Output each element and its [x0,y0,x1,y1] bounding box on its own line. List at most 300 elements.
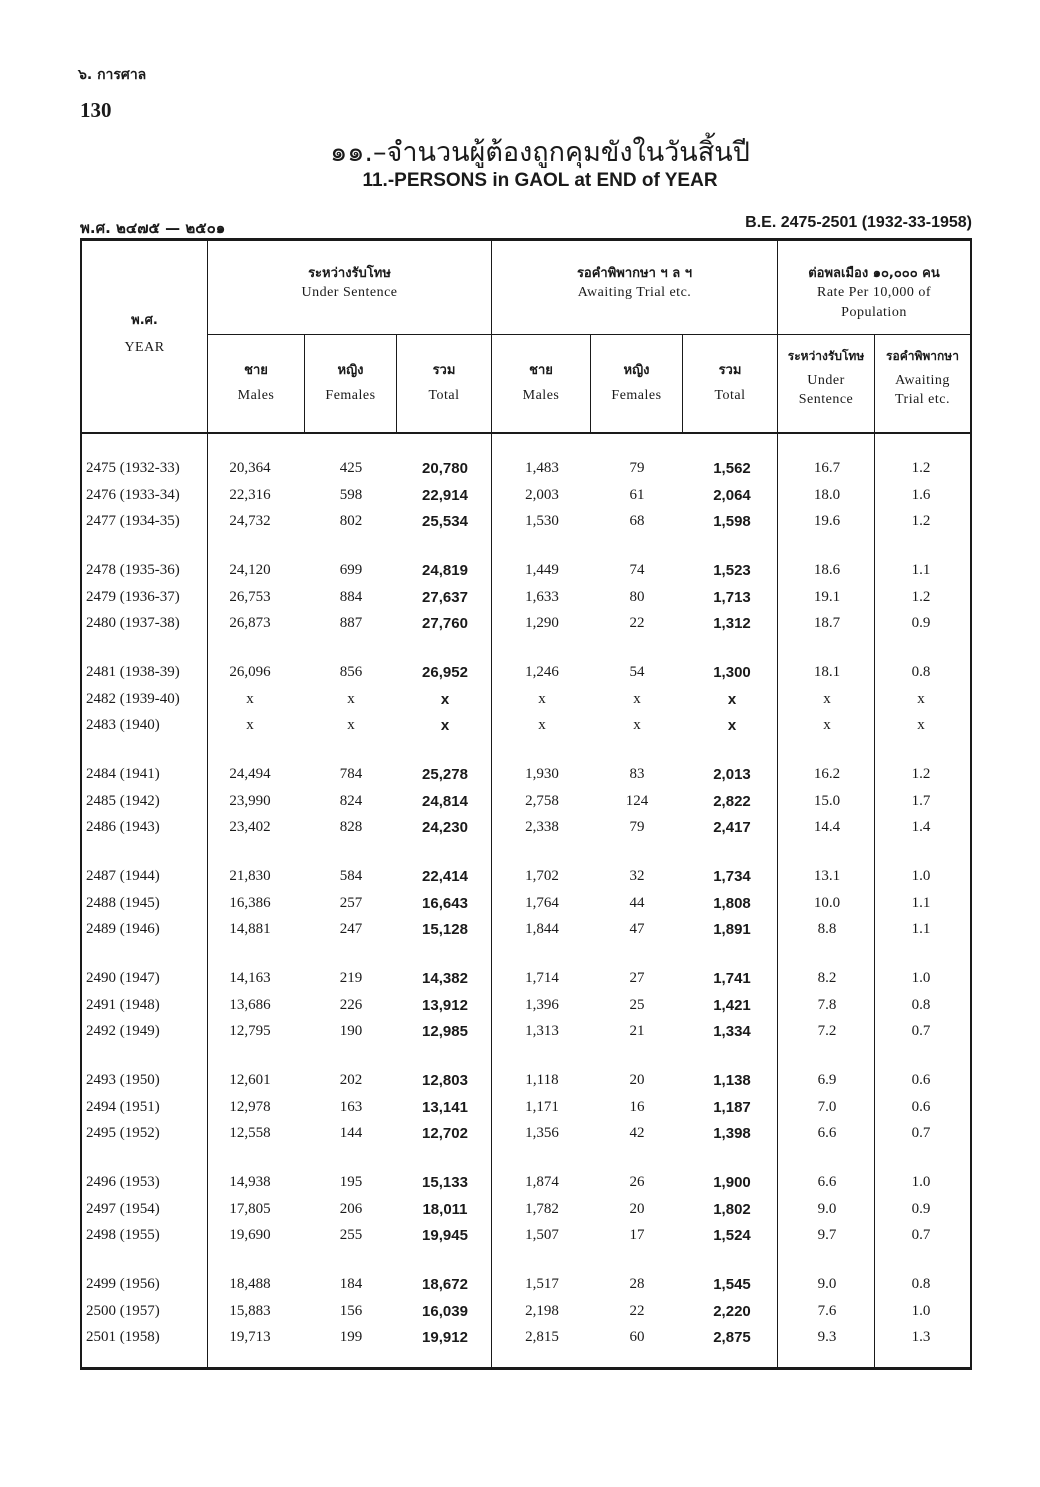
cell-us-f: 163 [339,1098,363,1115]
cell-r-us: 7.6 [817,1302,837,1319]
cell-us-t: 13,912 [422,996,468,1014]
cell-r-us: 16.2 [813,766,841,782]
table-row [80,766,970,793]
cell-aw-f: 21 [629,1023,645,1039]
cell-aw-m: 1,764 [525,894,559,911]
table-row [80,793,970,820]
cell-aw-f: x [633,717,641,733]
cell-us-m: 12,795 [229,1023,271,1039]
cell-us-t: 24,814 [422,792,468,810]
cell-year: 2476 (1933-34) [86,486,180,503]
cell-aw-t: 2,822 [713,792,751,810]
cell-aw-t: 1,138 [713,1072,751,1089]
cell-aw-m: x [538,717,546,733]
cell-r-us: 7.8 [817,996,837,1013]
cell-aw-f: 25 [629,996,645,1013]
table-row [80,562,970,589]
cell-aw-t: 1,545 [713,1276,751,1293]
cell-us-m: 24,732 [229,513,271,529]
males-thai: ชาย [529,363,553,378]
total-header [397,362,491,406]
cell-r-us: x [823,717,831,733]
table-row [80,921,970,948]
table-row [80,691,970,718]
cell-us-m: x [246,690,254,707]
females-english: Females [325,388,376,404]
cell-us-m: 24,494 [229,766,271,782]
cell-us-f: x [347,717,355,733]
cell-us-m: 23,402 [229,819,271,835]
cell-r-aw: 1.0 [911,868,931,884]
females-header [591,362,682,406]
cell-aw-f: 47 [629,921,645,937]
cell-r-aw: 0.8 [911,664,931,680]
cell-us-t: 26,952 [422,664,468,681]
table-row [80,487,970,514]
cell-us-m: 26,873 [229,615,271,631]
cell-us-m: 15,883 [229,1302,271,1319]
cell-us-t: 24,819 [422,562,468,579]
cell-r-us: 7.0 [817,1098,837,1115]
cell-r-us: 6.9 [817,1072,837,1088]
females-header [305,362,396,406]
cell-us-m: 12,558 [229,1125,271,1141]
awaiting-trial-group-header [492,265,777,303]
cell-r-us: 7.2 [817,1023,837,1039]
males-header [208,362,304,406]
cell-r-us: 18.7 [813,615,841,631]
cell-us-f: 887 [339,615,363,631]
cell-us-f: 206 [339,1200,363,1217]
cell-us-f: 219 [339,970,363,986]
cell-us-t: 19,912 [422,1329,468,1346]
cell-us-t: 25,534 [422,513,468,530]
cell-us-f: 195 [339,1174,363,1190]
cell-us-t: 22,414 [422,868,468,885]
cell-us-f: 257 [339,894,363,911]
cell-us-f: 856 [339,664,363,680]
cell-aw-f: 32 [629,868,645,884]
cell-r-aw: x [917,690,925,707]
cell-aw-t: 1,398 [713,1125,751,1142]
rate-under-sentence-header [778,348,874,410]
rate-thai: ต่อพลเมือง ๑๐,๐๐๐ คน [808,266,940,281]
cell-aw-m: 1,633 [525,588,559,605]
cell-us-t: 12,702 [422,1125,468,1142]
cell-year: 2481 (1938-39) [86,664,180,680]
cell-r-aw: 0.7 [911,1227,931,1243]
cell-r-us: 15.0 [813,792,841,809]
cell-aw-f: 83 [629,766,645,782]
cell-r-aw: 1.2 [911,766,931,782]
cell-aw-f: 17 [629,1227,645,1243]
cell-r-aw: x [917,717,925,733]
under-sentence-english: Under Sentence [301,285,398,301]
cell-us-m: x [246,717,254,733]
cell-aw-f: 22 [629,1302,645,1319]
cell-year: 2485 (1942) [86,792,160,809]
cell-aw-f: 79 [629,460,645,476]
cell-us-t: 27,760 [422,615,468,632]
cell-us-m: 21,830 [229,868,271,884]
rate-under-english-2: Sentence [798,392,854,408]
cell-aw-m: 1,313 [525,1023,559,1039]
cell-us-m: 23,990 [229,792,271,809]
cell-aw-t: 1,808 [713,894,751,912]
cell-us-f: 190 [339,1023,363,1039]
cell-year: 2489 (1946) [86,921,160,937]
cell-year: 2494 (1951) [86,1098,160,1115]
cell-us-m: 14,881 [229,921,271,937]
table-row [80,615,970,642]
females-thai: หญิง [623,363,650,378]
cell-aw-m: 2,758 [525,792,559,809]
under-sentence-group-header [208,265,491,303]
cell-us-m: 14,938 [229,1174,271,1190]
rate-group-header [778,265,970,322]
cell-r-aw: 0.8 [911,996,931,1013]
table-row [80,664,970,691]
year-header-english: YEAR [124,340,165,356]
table-row [80,819,970,846]
cell-aw-f: 16 [629,1098,645,1115]
cell-r-us: 19.1 [813,588,841,605]
cell-aw-m: 1,396 [525,996,559,1013]
table-row [80,1227,970,1254]
cell-aw-m: 1,356 [525,1125,559,1141]
cell-us-f: 784 [339,766,363,782]
cell-year: 2478 (1935-36) [86,562,180,578]
cell-aw-t: 1,300 [713,664,751,681]
cell-r-aw: 1.1 [911,562,931,578]
cell-us-m: 12,978 [229,1098,271,1115]
cell-r-aw: 0.6 [911,1072,931,1088]
cell-aw-f: 28 [629,1276,645,1292]
cell-us-t: 22,914 [422,486,468,504]
table-row [80,997,970,1024]
column-divider [970,240,972,1368]
cell-r-aw: 1.0 [911,1302,931,1319]
table-row [80,1276,970,1303]
cell-us-t: 12,985 [422,1023,468,1040]
cell-us-f: 184 [339,1276,363,1292]
cell-year: 2490 (1947) [86,970,160,986]
total-thai: รวม [718,363,742,378]
cell-us-t: 18,672 [422,1276,468,1293]
awaiting-trial-thai: รอคำพิพากษา ฯ ล ฯ [576,266,693,281]
cell-us-t: 25,278 [422,766,468,783]
cell-aw-t: 2,875 [713,1329,751,1346]
cell-us-f: 226 [339,996,363,1013]
cell-aw-m: x [538,690,546,707]
cell-r-aw: 1.4 [911,819,931,835]
cell-r-us: x [823,690,831,707]
cell-us-t: 16,643 [422,894,468,912]
period-english: B.E. 2475-2501 (1932-33-1958) [745,214,972,231]
cell-us-m: 17,805 [229,1200,271,1217]
cell-aw-t: 2,220 [713,1302,751,1320]
total-header [683,362,777,406]
cell-us-t: 27,637 [422,588,468,606]
cell-us-f: 255 [339,1227,363,1243]
cell-aw-m: 1,930 [525,766,559,782]
page-number: 130 [80,98,112,122]
cell-r-us: 9.7 [817,1227,837,1243]
cell-year: 2482 (1939-40) [86,690,180,707]
cell-r-aw: 1.7 [911,792,931,809]
cell-us-f: 598 [339,486,363,503]
cell-year: 2487 (1944) [86,868,160,884]
cell-r-us: 18.6 [813,562,841,578]
cell-r-us: 16.7 [813,460,841,476]
cell-aw-t: x [727,717,737,734]
cell-year: 2480 (1937-38) [86,615,180,631]
group-divider [208,334,970,335]
cell-r-us: 18.0 [813,486,841,503]
cell-aw-m: 1,782 [525,1200,559,1217]
rate-english-line2: Population [841,304,907,320]
cell-aw-m: 1,246 [525,664,559,680]
table-row [80,970,970,997]
rate-await-english-2: Trial etc. [894,392,951,408]
table-row [80,1072,970,1099]
cell-aw-t: 1,334 [713,1023,751,1040]
cell-aw-f: 54 [629,664,645,680]
cell-us-m: 16,386 [229,894,271,911]
cell-aw-f: 61 [629,486,645,503]
males-header [492,362,590,406]
cell-aw-t: 2,013 [713,766,751,783]
cell-aw-m: 1,530 [525,513,559,529]
cell-us-m: 19,713 [229,1329,271,1345]
cell-year: 2488 (1945) [86,894,160,911]
table-row [80,1174,970,1201]
cell-us-m: 13,686 [229,996,271,1013]
cell-aw-m: 1,483 [525,460,559,476]
cell-us-t: 20,780 [422,460,468,477]
cell-aw-f: 44 [629,894,645,911]
cell-us-t: x [440,690,450,708]
cell-aw-f: 42 [629,1125,645,1141]
rate-awaiting-header [875,348,970,410]
table-row [80,1201,970,1228]
cell-aw-t: 1,891 [713,921,751,938]
cell-us-m: 22,316 [229,486,271,503]
males-thai: ชาย [244,363,268,378]
cell-us-m: 12,601 [229,1072,271,1088]
cell-aw-m: 1,517 [525,1276,559,1292]
table-row [80,868,970,895]
cell-r-us: 10.0 [813,894,841,911]
cell-us-f: x [347,690,355,707]
females-thai: หญิง [337,363,364,378]
table-row [80,460,970,487]
table-row [80,1125,970,1152]
cell-aw-f: 68 [629,513,645,529]
cell-aw-t: 1,187 [713,1098,751,1116]
table-row [80,589,970,616]
cell-us-t: 24,230 [422,819,468,836]
cell-us-m: 19,690 [229,1227,271,1243]
cell-r-aw: 1.0 [911,1174,931,1190]
cell-us-f: 884 [339,588,363,605]
cell-r-us: 6.6 [817,1174,837,1190]
cell-us-m: 18,488 [229,1276,271,1292]
cell-r-aw: 0.7 [911,1125,931,1141]
period-thai: พ.ศ. ๒๔๗๕ — ๒๕๐๑ [80,219,226,237]
cell-us-t: 15,128 [422,921,468,938]
cell-us-f: 247 [339,921,363,937]
cell-year: 2496 (1953) [86,1174,160,1190]
cell-r-us: 8.2 [817,970,837,986]
cell-r-aw: 0.6 [911,1098,931,1115]
cell-year: 2477 (1934-35) [86,513,180,529]
cell-us-t: 12,803 [422,1072,468,1089]
cell-us-m: 14,163 [229,970,271,986]
table-row [80,717,970,744]
cell-aw-m: 1,118 [525,1072,559,1088]
rate-await-thai: รอคำพิพากษา [886,349,959,363]
cell-us-f: 802 [339,513,363,529]
cell-aw-f: 79 [629,819,645,835]
total-thai: รวม [432,363,456,378]
rate-under-thai: ระหว่างรับโทษ [787,349,865,363]
cell-aw-m: 1,844 [525,921,559,937]
cell-year: 2483 (1940) [86,717,160,733]
cell-year: 2500 (1957) [86,1302,160,1319]
cell-aw-f: 20 [629,1072,645,1088]
cell-aw-f: 26 [629,1174,645,1190]
cell-us-m: 24,120 [229,562,271,578]
cell-aw-f: 124 [625,792,649,809]
title-english: 11.-PERSONS in GAOL at END of YEAR [362,170,718,191]
cell-us-f: 824 [339,792,363,809]
cell-aw-m: 1,874 [525,1174,559,1190]
cell-aw-t: 1,562 [713,460,751,477]
cell-year: 2484 (1941) [86,766,160,782]
cell-r-us: 13.1 [813,868,841,884]
cell-r-us: 9.0 [817,1200,837,1217]
cell-r-aw: 1.3 [911,1329,931,1345]
cell-r-aw: 1.2 [911,513,931,529]
cell-us-t: 15,133 [422,1174,468,1191]
table-top-border [80,238,972,241]
females-english: Females [611,388,662,404]
cell-us-f: 144 [339,1125,363,1141]
cell-aw-t: 1,598 [713,513,751,530]
rate-english-line1: Rate Per 10,000 of [817,285,931,301]
cell-aw-f: 60 [629,1329,645,1345]
cell-r-us: 8.8 [817,921,837,937]
cell-us-f: 584 [339,868,363,884]
cell-aw-t: x [727,690,737,708]
title-thai: ๑๑.–จำนวนผู้ต้องถูกคุมขังในวันสิ้นปี [330,137,750,168]
cell-us-m: 26,096 [229,664,271,680]
cell-r-aw: 1.6 [911,486,931,503]
cell-r-us: 18.1 [813,664,841,680]
males-english: Males [237,388,275,404]
cell-year: 2479 (1936-37) [86,588,180,605]
males-english: Males [522,388,560,404]
cell-aw-t: 2,417 [713,819,751,836]
cell-aw-m: 1,702 [525,868,559,884]
cell-us-f: 699 [339,562,363,578]
cell-r-us: 19.6 [813,513,841,529]
cell-r-aw: 1.1 [911,894,931,911]
total-english: Total [714,388,746,404]
cell-us-t: 16,039 [422,1302,468,1320]
cell-year: 2497 (1954) [86,1200,160,1217]
cell-r-aw: 1.2 [911,460,931,476]
cell-r-aw: 0.9 [911,615,931,631]
cell-aw-t: 2,064 [713,486,751,504]
cell-us-t: 18,011 [422,1200,468,1218]
cell-year: 2475 (1932-33) [86,460,180,476]
cell-us-m: 26,753 [229,588,271,605]
cell-aw-t: 1,421 [713,996,751,1014]
cell-aw-m: 1,507 [525,1227,559,1243]
cell-year: 2486 (1943) [86,819,160,835]
cell-aw-t: 1,734 [713,868,751,885]
cell-r-us: 14.4 [813,819,841,835]
cell-us-f: 202 [339,1072,363,1088]
cell-us-t: 14,382 [422,970,468,987]
cell-aw-m: 2,198 [525,1302,559,1319]
header-bottom-border [80,432,972,434]
cell-us-f: 828 [339,819,363,835]
cell-aw-m: 2,815 [525,1329,559,1345]
year-header-thai: พ.ศ. [131,313,158,328]
cell-us-m: 20,364 [229,460,271,476]
cell-year: 2495 (1952) [86,1125,160,1141]
cell-aw-m: 2,338 [525,819,559,835]
table-row [80,895,970,922]
cell-us-f: 425 [339,460,363,476]
cell-aw-t: 1,713 [713,588,751,606]
cell-r-aw: 0.9 [911,1200,931,1217]
cell-us-t: x [440,717,450,734]
under-sentence-thai: ระหว่างรับโทษ [308,266,391,281]
cell-aw-t: 1,312 [713,615,751,632]
rate-under-english-1: Under [807,372,845,388]
cell-year: 2491 (1948) [86,996,160,1013]
table-row [80,513,970,540]
cell-us-t: 13,141 [422,1098,468,1116]
cell-aw-m: 1,290 [525,615,559,631]
cell-aw-t: 1,802 [713,1200,751,1218]
cell-aw-m: 2,003 [525,486,559,503]
cell-r-us: 6.6 [817,1125,837,1141]
cell-us-t: 19,945 [422,1227,468,1244]
cell-year: 2492 (1949) [86,1023,160,1039]
cell-r-us: 9.0 [817,1276,837,1292]
cell-aw-m: 1,449 [525,562,559,578]
cell-aw-m: 1,714 [525,970,559,986]
table-row [80,1099,970,1126]
cell-us-f: 156 [339,1302,363,1319]
cell-aw-f: 27 [629,970,645,986]
rate-await-english-1: Awaiting [895,372,950,388]
cell-year: 2498 (1955) [86,1227,160,1243]
awaiting-trial-english: Awaiting Trial etc. [577,285,692,301]
table-bottom-border [80,1367,972,1370]
cell-r-aw: 0.8 [911,1276,931,1292]
cell-r-aw: 0.7 [911,1023,931,1039]
cell-r-aw: 1.1 [911,921,931,937]
cell-r-us: 9.3 [817,1329,837,1345]
cell-aw-t: 1,523 [713,562,751,579]
cell-r-aw: 1.2 [911,588,931,605]
